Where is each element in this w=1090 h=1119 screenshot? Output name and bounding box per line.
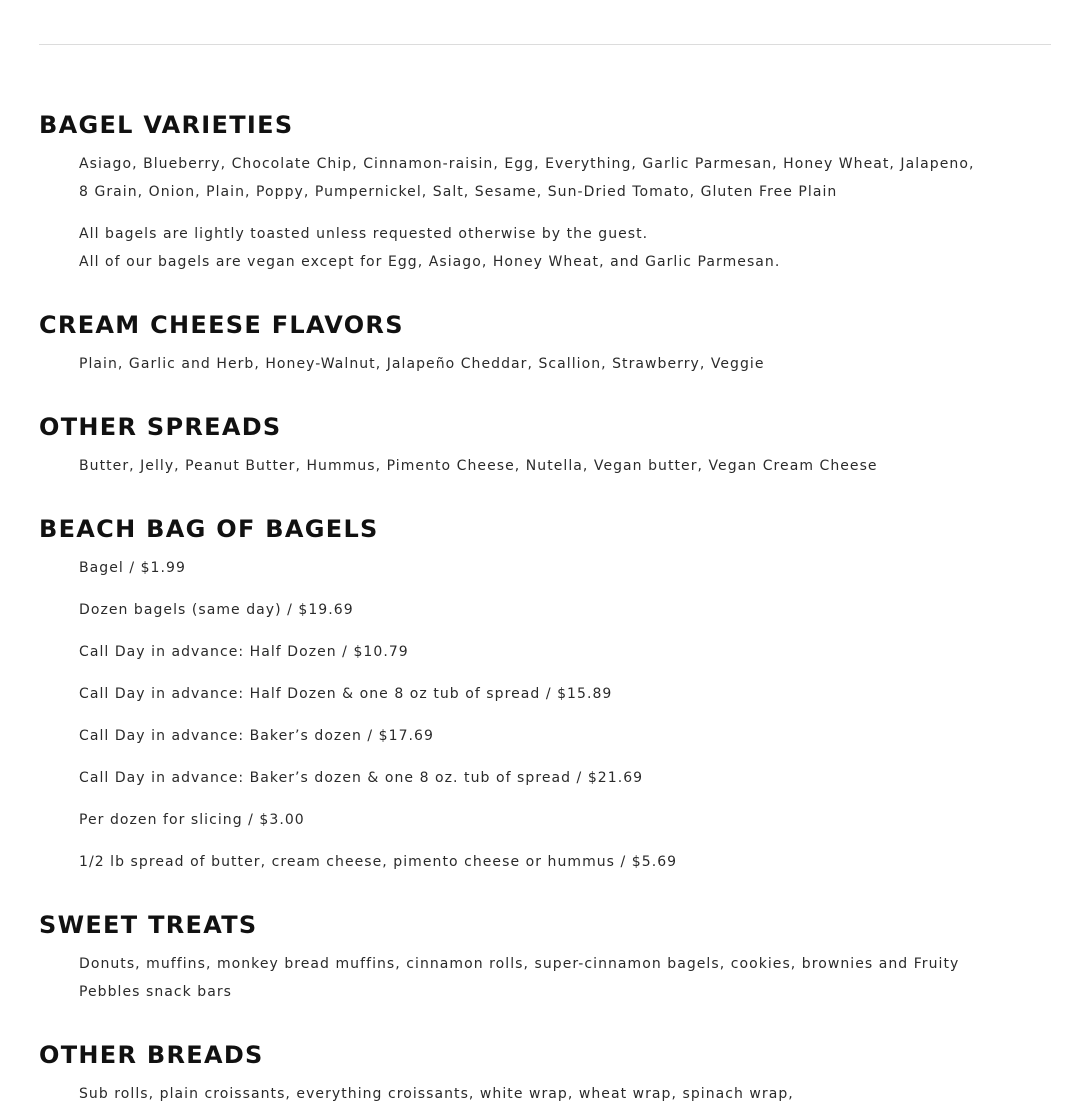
- price-item: Call Day in advance: Baker’s dozen / $17.69: [79, 728, 434, 744]
- heading-sweet-treats: SWEET TREATS: [39, 911, 258, 939]
- sweet-treats-line-1: Donuts, muffins, monkey bread muffins, cinnamon rolls, super-cinnamon bagels, cookies, brownies and Fruity: [79, 956, 960, 972]
- bagel-note-vegan: All of our bagels are vegan except for Egg, Asiago, Honey Wheat, and Garlic Parmesan.: [79, 254, 781, 270]
- top-divider: [39, 44, 1051, 45]
- other-spreads-list: Butter, Jelly, Peanut Butter, Hummus, Pimento Cheese, Nutella, Vegan butter, Vegan Cream Cheese: [79, 458, 878, 474]
- other-breads-line-1: Sub rolls, plain croissants, everything croissants, white wrap, wheat wrap, spinach wrap,: [79, 1086, 794, 1102]
- bagel-varieties-line-2: 8 Grain, Onion, Plain, Poppy, Pumpernickel, Salt, Sesame, Sun-Dried Tomato, Gluten Free Plain: [79, 184, 838, 200]
- heading-beach-bag-of-bagels: BEACH BAG OF BAGELS: [39, 515, 379, 543]
- price-item: 1/2 lb spread of butter, cream cheese, pimento cheese or hummus / $5.69: [79, 854, 678, 870]
- heading-other-spreads: OTHER SPREADS: [39, 413, 282, 441]
- price-item: Bagel / $1.99: [79, 560, 186, 576]
- price-item: Call Day in advance: Half Dozen / $10.79: [79, 644, 409, 660]
- heading-bagel-varieties: BAGEL VARIETIES: [39, 111, 294, 139]
- price-item: Call Day in advance: Baker’s dozen & one 8 oz. tub of spread / $21.69: [79, 770, 644, 786]
- cream-cheese-list: Plain, Garlic and Herb, Honey-Walnut, Jalapeño Cheddar, Scallion, Strawberry, Veggie: [79, 356, 765, 372]
- bagel-varieties-line-1: Asiago, Blueberry, Chocolate Chip, Cinnamon-raisin, Egg, Everything, Garlic Parmesan, Honey Wheat, Jalapeno,: [79, 156, 975, 172]
- heading-other-breads: OTHER BREADS: [39, 1041, 264, 1069]
- bagel-note-toasted: All bagels are lightly toasted unless requested otherwise by the guest.: [79, 226, 649, 242]
- price-item: Per dozen for slicing / $3.00: [79, 812, 305, 828]
- heading-cream-cheese-flavors: CREAM CHEESE FLAVORS: [39, 311, 404, 339]
- sweet-treats-line-2: Pebbles snack bars: [79, 984, 232, 1000]
- price-item: Call Day in advance: Half Dozen & one 8 oz tub of spread / $15.89: [79, 686, 613, 702]
- price-item: Dozen bagels (same day) / $19.69: [79, 602, 354, 618]
